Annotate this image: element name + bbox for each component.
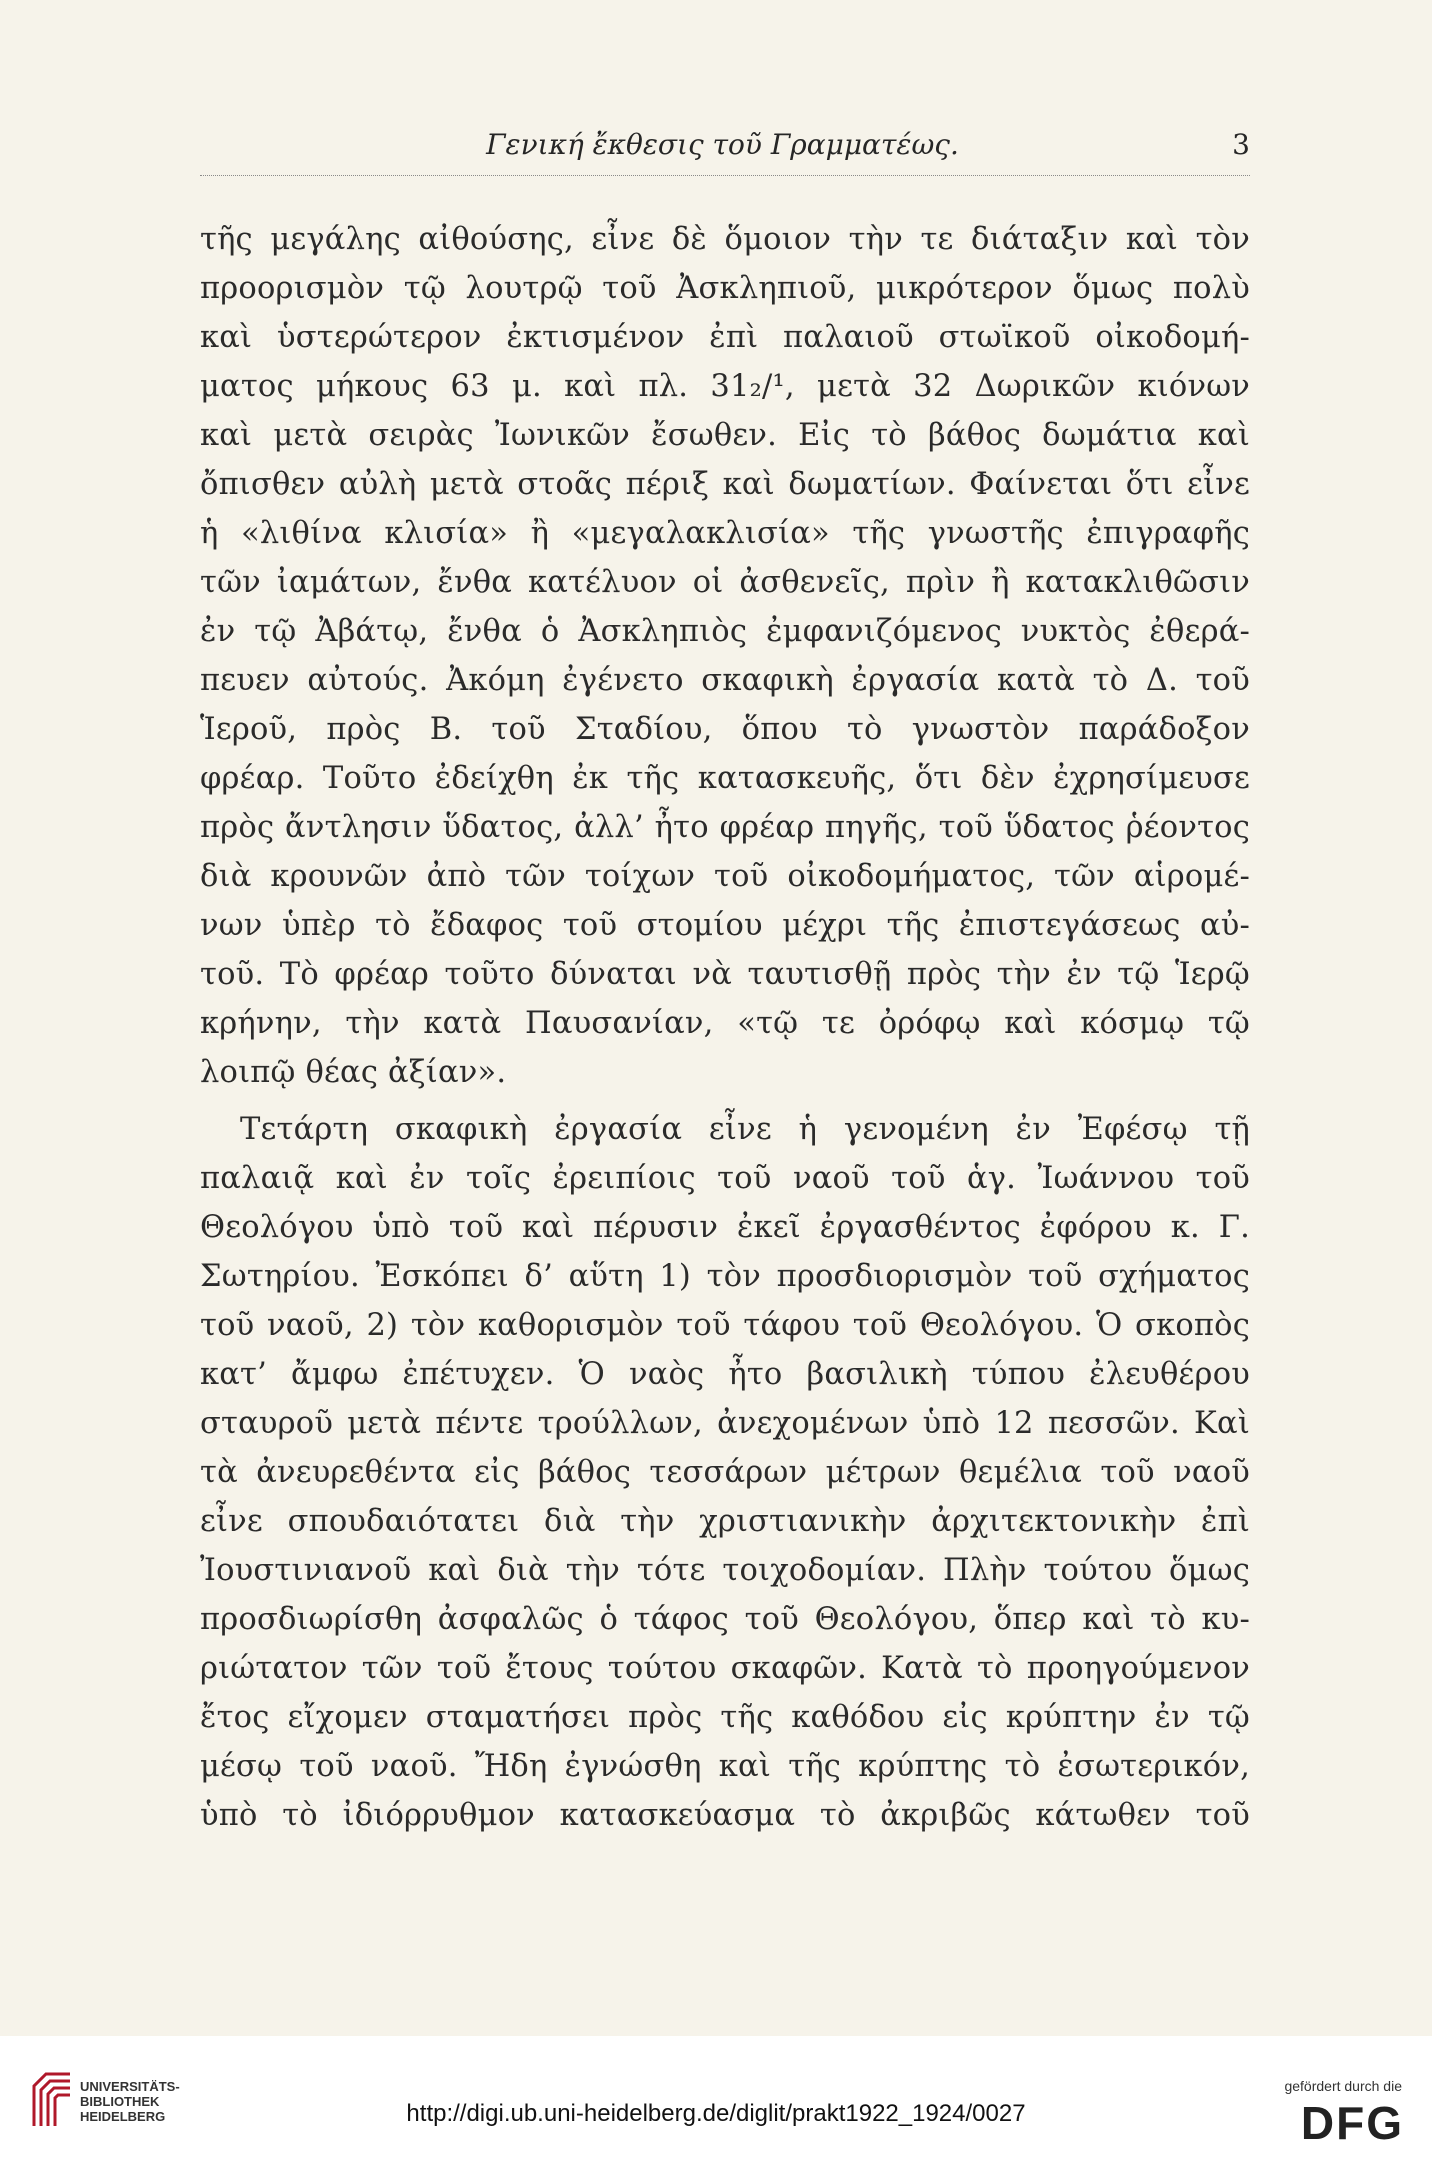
text-line: ἡ «λιθίνα κλισία» ἢ «μεγαλακλισία» τῆς γνωστῆς ἐπιγραφῆς (200, 516, 1250, 551)
permalink-url[interactable]: http://digi.ub.uni-heidelberg.de/diglit/prakt1922_1924/0027 (406, 2100, 1026, 2127)
text-line: ριώτατον τῶν τοῦ ἔτους τούτου σκαφῶν. Κατὰ τὸ προηγούμενον (200, 1651, 1250, 1686)
text-line: τὰ ἀνευρεθέντα εἰς βάθος τεσσάρων μέτρων θεμέλια τοῦ ναοῦ (200, 1455, 1250, 1490)
text-line: Τετάρτη σκαφικὴ ἐργασία εἶνε ἡ γενομένη ἐν Ἐφέσῳ τῇ (240, 1112, 1250, 1147)
text-line: ματος μήκους 63 μ. καὶ πλ. 31₂/¹, μετὰ 32 Δωρικῶν κιόνων (200, 369, 1250, 404)
text-line: τοῦ. Τὸ φρέαρ τοῦτο δύναται νὰ ταυτισθῇ πρὸς τὴν ἐν τῷ Ἱερῷ (200, 957, 1250, 992)
header-rule (200, 175, 1250, 176)
text-line: κρήνην, τὴν κατὰ Παυσανίαν, «τῷ τε ὀρόφῳ καὶ κόσμῳ τῷ (200, 1006, 1250, 1041)
text-line: ὑπὸ τὸ ἰδιόρρυθμον κατασκεύασμα τὸ ἀκριβῶς κάτωθεν τοῦ (200, 1798, 1250, 1833)
text-line: μέσῳ τοῦ ναοῦ. Ἤδη ἐγνώσθη καὶ τῆς κρύπτης τὸ ἐσωτερικόν, (200, 1749, 1250, 1784)
text-line: Ἱεροῦ, πρὸς Β. τοῦ Σταδίου, ὅπου τὸ γνωστὸν παράδοξον (200, 712, 1250, 747)
funder-caption: gefördert durch die (1284, 2078, 1402, 2094)
text-line: ὄπισθεν αὐλὴ μετὰ στοᾶς πέριξ καὶ δωματίων. Φαίνεται ὅτι εἶνε (200, 467, 1250, 502)
text-line: προορισμὸν τῷ λουτρῷ τοῦ Ἀσκληπιοῦ, μικρότερον ὅμως πολὺ (200, 271, 1250, 306)
text-line: σταυροῦ μετὰ πέντε τρούλλων, ἀνεχομένων ὑπὸ 12 πεσσῶν. Καὶ (200, 1406, 1250, 1441)
text-line: τοῦ ναοῦ, 2) τὸν καθορισμὸν τοῦ τάφου τοῦ Θεολόγου. Ὁ σκοπὸς (200, 1308, 1250, 1343)
text-line: φρέαρ. Τοῦτο ἐδείχθη ἐκ τῆς κατασκευῆς, ὅτι δὲν ἐχρησίμευσε (200, 761, 1250, 796)
text-line: εἶνε σπουδαιότατει διὰ τὴν χριστιανικὴν ἀρχιτεκτονικὴν ἐπὶ (200, 1504, 1250, 1539)
text-line: διὰ κρουνῶν ἀπὸ τῶν τοίχων τοῦ οἰκοδομήματος, τῶν αἱρομέ- (200, 859, 1250, 894)
text-line: κατ’ ἄμφω ἐπέτυχεν. Ὁ ναὸς ἦτο βασιλικὴ τύπου ἐλευθέρου (200, 1357, 1250, 1392)
text-line: πρὸς ἄντλησιν ὕδατος, ἀλλ’ ἦτο φρέαρ πηγῆς, τοῦ ὕδατος ῥέοντος (200, 810, 1250, 845)
text-line: καὶ ὑστερώτερον ἐκτισμένον ἐπὶ παλαιοῦ στωϊκοῦ οἰκοδομή- (200, 320, 1250, 355)
dfg-logo: DFG (1300, 2097, 1404, 2149)
text-line: προσδιωρίσθη ἀσφαλῶς ὁ τάφος τοῦ Θεολόγου, ὅπερ καὶ τὸ κυ- (200, 1602, 1250, 1637)
text-line: νων ὑπὲρ τὸ ἔδαφος τοῦ στομίου μέχρι τῆς ἐπιστεγάσεως αὐ- (200, 908, 1250, 943)
text-line: Θεολόγου ὑπὸ τοῦ καὶ πέρυσιν ἐκεῖ ἐργασθέντος ἐφόρου κ. Γ. (200, 1210, 1250, 1245)
text-line: καὶ μετὰ σειρὰς Ἰωνικῶν ἔσωθεν. Εἰς τὸ βάθος δωμάτια καὶ (200, 418, 1250, 453)
text-line: ἐν τῷ Ἀβάτῳ, ἔνθα ὁ Ἀσκληπιὸς ἐμφανιζόμενος νυκτὸς ἐθερά- (200, 614, 1250, 649)
running-header (195, 128, 1250, 168)
paragraph-gap (200, 1097, 1250, 1105)
text-line: πευεν αὐτούς. Ἀκόμη ἐγένετο σκαφικὴ ἐργασία κατὰ τὸ Δ. τοῦ (200, 663, 1250, 698)
text-line: παλαιᾷ καὶ ἐν τοῖς ἐρειπίοις τοῦ ναοῦ τοῦ ἁγ. Ἰωάννου τοῦ (200, 1161, 1250, 1196)
page-number: 3 (1232, 128, 1250, 161)
viewer-footer (0, 2036, 1432, 2166)
text-line: τῆς μεγάλης αἰθούσης, εἶνε δὲ ὅμοιον τὴν τε διάταξιν καὶ τὸν (200, 222, 1250, 257)
running-title: Γενική ἔκθεσις τοῦ Γραμματέως. (486, 128, 959, 161)
body-text (200, 215, 1250, 1840)
library-name: UNIVERSITÄTS- BIBLIOTHEK HEIDELBERG (80, 2079, 180, 2124)
text-line: Σωτηρίου. Ἐσκόπει δ’ αὕτη 1) τὸν προσδιορισμὸν τοῦ σχήματος (200, 1259, 1250, 1294)
text-line: ἔτος εἴχομεν σταματήσει πρὸς τῆς καθόδου εἰς κρύπτην ἐν τῷ (200, 1700, 1250, 1735)
text-line: Ἰουστινιανοῦ καὶ διὰ τὴν τότε τοιχοδομίαν. Πλὴν τούτου ὅμως (200, 1553, 1250, 1588)
text-line: τῶν ἰαμάτων, ἔνθα κατέλυον οἱ ἀσθενεῖς, πρὶν ἢ κατακλιθῶσιν (200, 565, 1250, 600)
text-line: λοιπῷ θέας ἀξίαν». (200, 1055, 507, 1090)
